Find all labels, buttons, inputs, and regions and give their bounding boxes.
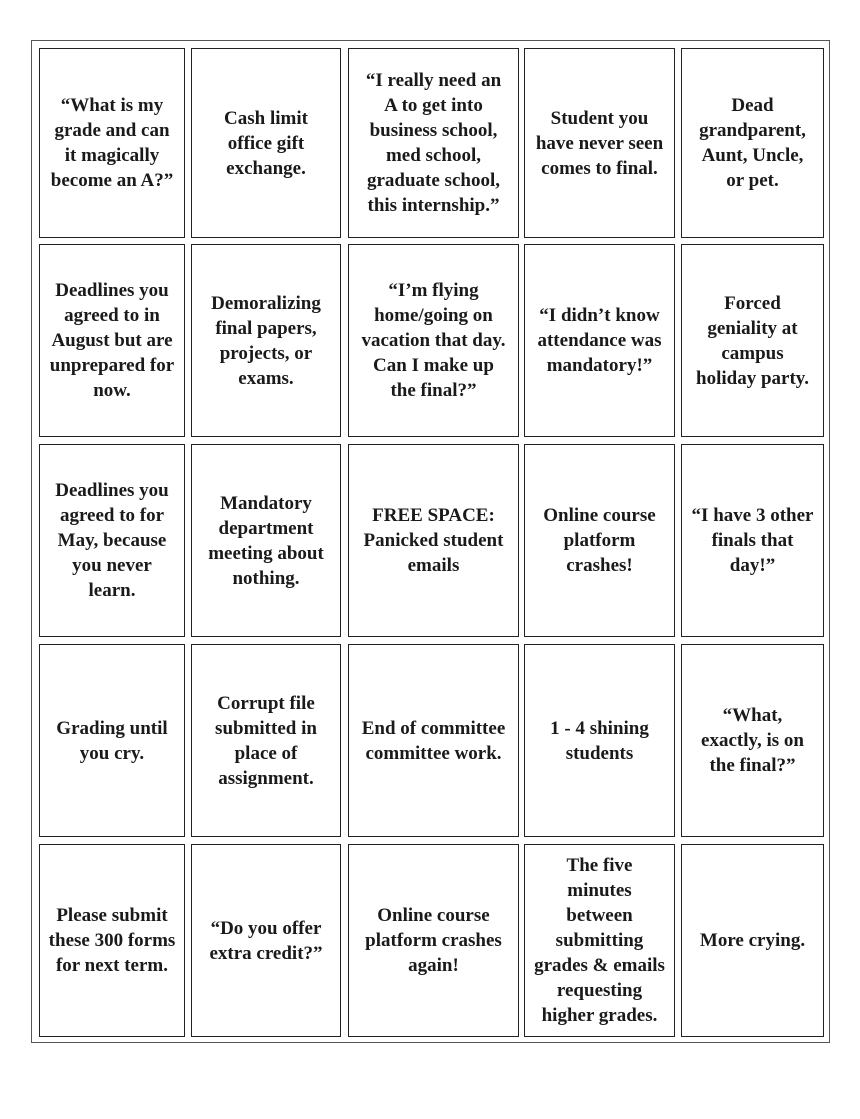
bingo-cell bbox=[524, 48, 675, 238]
cell-text: FREE SPACE: Panicked student emails bbox=[363, 505, 504, 576]
cell-text: Forced geniality at campus holiday party. bbox=[696, 292, 809, 389]
bingo-cell bbox=[524, 244, 675, 437]
cell-text: “I really need an A to get into business school, med school, graduate school, this internship.” bbox=[365, 70, 502, 216]
cell-text: More crying. bbox=[699, 930, 806, 951]
cell-text: Please submit these 300 forms for next term. bbox=[48, 905, 176, 976]
bingo-cell bbox=[39, 48, 185, 238]
cell-text: “I’m flying home/going on vacation that day. Can I make up the final?” bbox=[361, 280, 506, 401]
cell-text: “What, exactly, is on the final?” bbox=[701, 705, 804, 776]
bingo-cell bbox=[39, 844, 185, 1037]
bingo-cell bbox=[191, 844, 341, 1037]
bingo-cell free-space bbox=[348, 444, 519, 637]
bingo-cell bbox=[39, 644, 185, 837]
cell-text: Online course platform crashes! bbox=[543, 505, 656, 576]
cell-text: The five minutes between submitting grades & emails requesting higher grades. bbox=[534, 855, 665, 1026]
cell-text: Corrupt file submitted in place of assignment. bbox=[215, 692, 317, 789]
cell-text: Demoralizing final papers, projects, or exams. bbox=[211, 292, 321, 389]
cell-text: Cash limit office gift exchange. bbox=[224, 107, 308, 179]
cell-text: “I have 3 other finals that day!” bbox=[691, 505, 814, 576]
bingo-cell bbox=[348, 844, 519, 1037]
bingo-cell bbox=[191, 644, 341, 837]
cell-text: “Do you offer extra credit?” bbox=[209, 917, 323, 964]
bingo-board bbox=[31, 40, 830, 1043]
cell-text: Deadlines you agreed to in August but are unprepared for now. bbox=[49, 280, 175, 401]
cell-text: Deadlines you agreed to for May, because you never learn. bbox=[55, 480, 169, 601]
cell-text: Grading until you cry. bbox=[56, 717, 168, 764]
bingo-cell bbox=[681, 844, 824, 1037]
bingo-cell bbox=[681, 444, 824, 637]
bingo-cell bbox=[681, 244, 824, 437]
cell-text: “What is my grade and can it magically become an A?” bbox=[50, 95, 174, 191]
bingo-cell bbox=[681, 644, 824, 837]
bingo-cell bbox=[681, 48, 824, 238]
bingo-cell bbox=[524, 844, 675, 1037]
bingo-cell bbox=[191, 48, 341, 238]
bingo-cell bbox=[348, 244, 519, 437]
cell-text: 1 - 4 shining students bbox=[550, 717, 649, 764]
cell-text: Dead grandparent, Aunt, Uncle, or pet. bbox=[699, 95, 806, 191]
cell-text: Online course platform crashes again! bbox=[365, 905, 502, 976]
cell-text: Mandatory department meeting about nothing. bbox=[208, 492, 324, 589]
cell-text: Student you have never seen comes to final. bbox=[535, 107, 664, 179]
bingo-cell bbox=[348, 644, 519, 837]
cell-text: End of committee committee work. bbox=[361, 717, 506, 764]
bingo-cell bbox=[191, 444, 341, 637]
bingo-cell bbox=[524, 644, 675, 837]
bingo-cell bbox=[39, 444, 185, 637]
bingo-cell bbox=[348, 48, 519, 238]
bingo-cell bbox=[39, 244, 185, 437]
bingo-cell bbox=[524, 444, 675, 637]
cell-text: “I didn’t know attendance was mandatory!” bbox=[537, 305, 662, 376]
bingo-cell bbox=[191, 244, 341, 437]
